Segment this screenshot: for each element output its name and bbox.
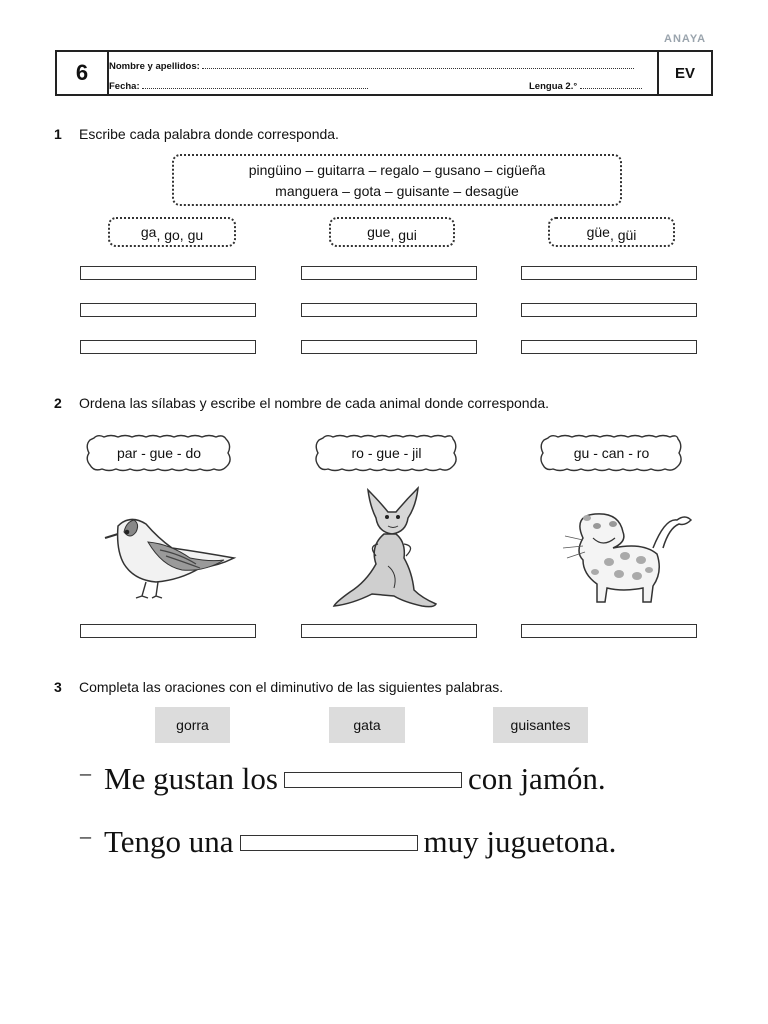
- q1-answer-box[interactable]: [80, 340, 256, 354]
- q1-answer-box[interactable]: [521, 303, 697, 317]
- q3-word-box: gata: [329, 707, 405, 743]
- q2-instruction: Ordena las sílabas y escribe el nombre de cada animal donde corresponda.: [79, 395, 550, 411]
- sentence-1-blank[interactable]: [284, 772, 462, 788]
- sentence-2-end: muy juguetona.: [423, 824, 617, 859]
- name-field[interactable]: [202, 60, 634, 69]
- q1-group-main: ga: [140, 224, 157, 240]
- q1-group-rest: , go, gu: [156, 227, 204, 243]
- q1-answer-box[interactable]: [301, 340, 477, 354]
- subject-label: Lengua 2.°: [529, 81, 578, 92]
- q1-answer-box[interactable]: [80, 303, 256, 317]
- date-field[interactable]: [142, 80, 368, 89]
- sentence-dash: –: [80, 760, 91, 785]
- worksheet-number: 6: [57, 52, 109, 94]
- name-label: Nombre y apellidos:: [109, 61, 200, 72]
- q2-number: 2: [54, 395, 62, 411]
- subject-field[interactable]: [580, 80, 642, 89]
- name-line: [109, 60, 634, 72]
- sentence-dash: –: [80, 823, 91, 848]
- q1-group-gue-dieresis: [548, 217, 675, 247]
- subject-line: [529, 80, 642, 92]
- q1-group-main: güe: [586, 224, 610, 240]
- q3-word-box: guisantes: [493, 707, 588, 743]
- sentence-2-blank[interactable]: [240, 835, 418, 851]
- kangaroo-illustration: [330, 484, 440, 612]
- q2-answer-box[interactable]: [80, 624, 256, 638]
- q1-word-bank: [172, 154, 622, 206]
- sentence-1-end: con jamón.: [467, 761, 606, 796]
- q1-answer-box[interactable]: [301, 303, 477, 317]
- sentence-1-start: Me gustan los: [104, 761, 278, 796]
- q3-sentence-2: [104, 824, 616, 860]
- worksheet-header: [55, 50, 713, 96]
- sentence-2-start: Tengo una: [104, 824, 234, 859]
- jaguar-illustration: [553, 508, 695, 608]
- q2-syllable-cloud: [538, 433, 685, 473]
- q1-answer-box[interactable]: [301, 266, 477, 280]
- q1-group-main: gue: [367, 224, 391, 240]
- q1-answer-box[interactable]: [521, 266, 697, 280]
- date-label: Fecha:: [109, 81, 140, 92]
- q1-answer-box[interactable]: [80, 266, 256, 280]
- q2-syllables: gu - can - ro: [573, 445, 650, 461]
- q3-instruction: Completa las oraciones con el diminutivo de las siguientes palabras.: [79, 679, 504, 695]
- worksheet-code: EV: [657, 52, 711, 94]
- q2-syllables: ro - gue - jil: [351, 445, 422, 461]
- q2-syllables: par - gue - do: [116, 445, 202, 461]
- q1-instruction: Escribe cada palabra donde corresponda.: [79, 126, 339, 142]
- q1-group-ga: [108, 217, 236, 247]
- q1-words-line2: manguera – gota – guisante – desagüe: [275, 183, 519, 199]
- q2-answer-box[interactable]: [301, 624, 477, 638]
- q1-number: 1: [54, 126, 62, 142]
- q3-number: 3: [54, 679, 62, 695]
- q1-answer-box[interactable]: [521, 340, 697, 354]
- q2-syllable-cloud: [313, 433, 460, 473]
- q3-sentence-1: [104, 761, 606, 797]
- q1-group-gue: [329, 217, 455, 247]
- date-line: [109, 80, 368, 92]
- bird-illustration: [100, 510, 240, 605]
- q2-syllable-cloud: [84, 433, 234, 473]
- q1-words-line1: pingüino – guitarra – regalo – gusano – cigüeña: [248, 162, 546, 178]
- q2-answer-box[interactable]: [521, 624, 697, 638]
- q1-group-rest: , güi: [609, 227, 637, 243]
- q1-group-rest: , gui: [390, 227, 417, 243]
- brand-logo: ANAYA: [664, 33, 707, 45]
- q3-word-box: gorra: [155, 707, 230, 743]
